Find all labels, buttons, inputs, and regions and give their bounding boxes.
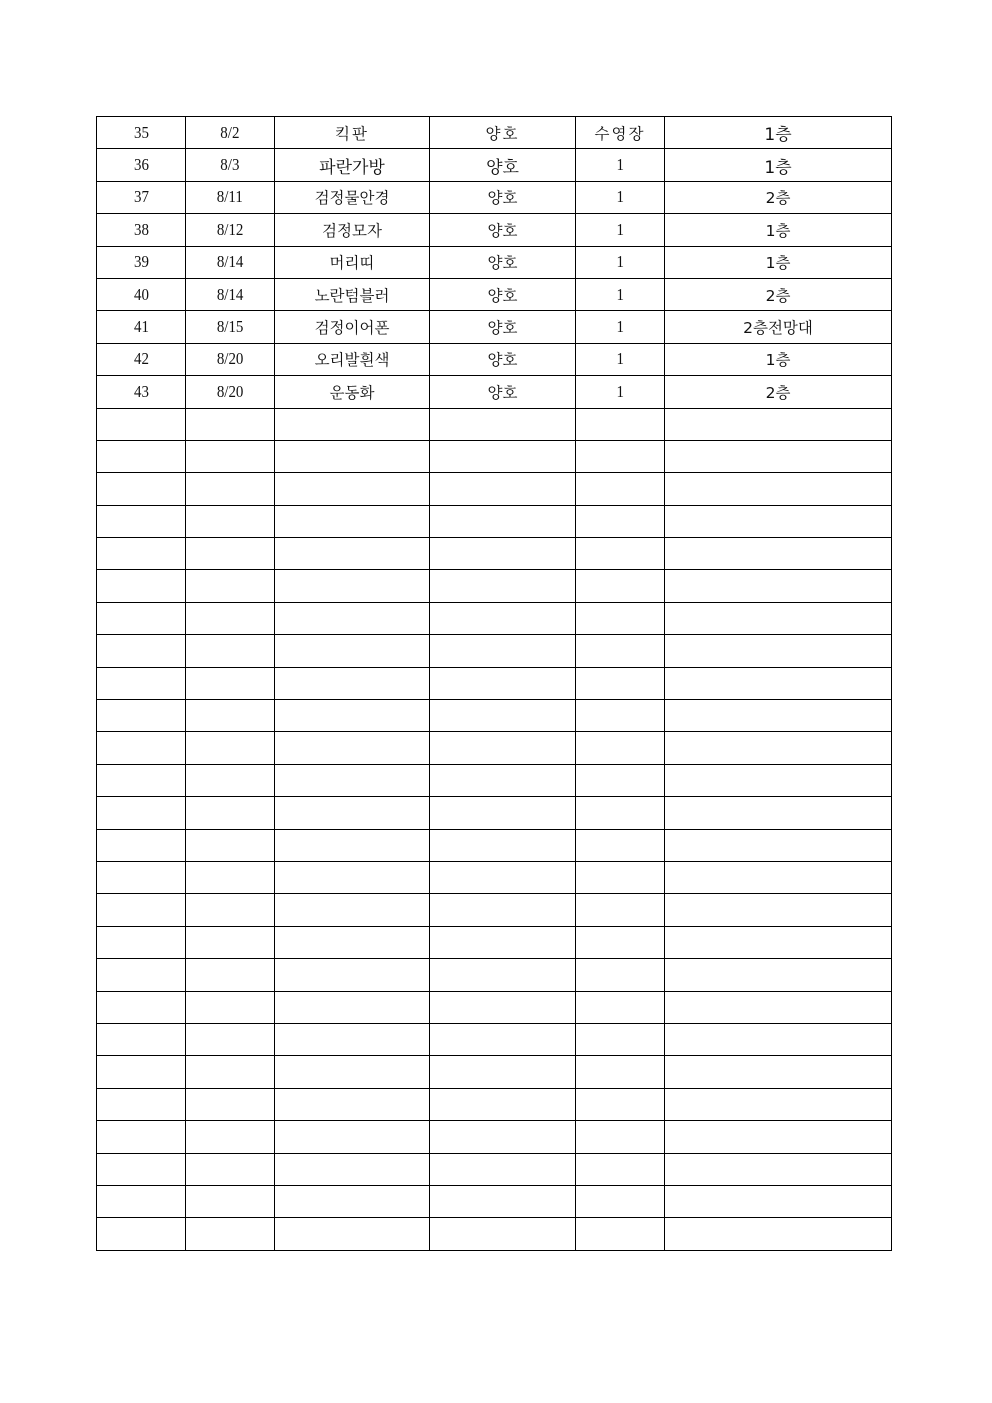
empty-cell	[97, 732, 186, 764]
empty-cell	[186, 1088, 275, 1120]
empty-cell	[576, 473, 665, 505]
cell-location: 1층	[665, 117, 892, 149]
empty-table-row	[97, 440, 892, 472]
empty-cell	[186, 861, 275, 893]
empty-cell	[186, 635, 275, 667]
cell-state: 양호	[430, 181, 576, 213]
cell-no: 36	[97, 149, 186, 181]
empty-cell	[275, 1088, 430, 1120]
empty-cell	[275, 926, 430, 958]
cell-state: 양호	[430, 278, 576, 310]
empty-cell	[97, 1023, 186, 1055]
empty-cell	[275, 1121, 430, 1153]
empty-cell	[97, 440, 186, 472]
empty-cell	[665, 959, 892, 991]
cell-place: 1	[576, 343, 665, 375]
empty-cell	[97, 1088, 186, 1120]
empty-cell	[186, 473, 275, 505]
empty-cell	[430, 861, 576, 893]
empty-cell	[665, 1056, 892, 1088]
empty-cell	[576, 667, 665, 699]
empty-table-row	[97, 1218, 892, 1251]
cell-location: 1층	[665, 246, 892, 278]
cell-item: 운동화	[275, 376, 430, 408]
empty-cell	[275, 1056, 430, 1088]
empty-cell	[576, 1023, 665, 1055]
empty-cell	[576, 732, 665, 764]
cell-no: 42	[97, 343, 186, 375]
empty-cell	[576, 861, 665, 893]
cell-place: 1	[576, 311, 665, 343]
cell-location: 2층	[665, 376, 892, 408]
empty-cell	[97, 635, 186, 667]
table-row	[97, 376, 892, 408]
empty-cell	[576, 991, 665, 1023]
table-row	[97, 149, 892, 181]
empty-cell	[97, 959, 186, 991]
empty-cell	[186, 570, 275, 602]
empty-cell	[275, 473, 430, 505]
cell-state: 양호	[430, 117, 576, 149]
empty-cell	[430, 991, 576, 1023]
empty-table-row	[97, 473, 892, 505]
empty-cell	[665, 764, 892, 796]
empty-cell	[430, 829, 576, 861]
cell-item: 검정물안경	[275, 181, 430, 213]
empty-cell	[576, 700, 665, 732]
empty-cell	[576, 505, 665, 537]
empty-cell	[97, 538, 186, 570]
cell-state: 양호	[430, 376, 576, 408]
cell-no: 43	[97, 376, 186, 408]
empty-table-row	[97, 602, 892, 634]
empty-cell	[430, 440, 576, 472]
empty-cell	[97, 1185, 186, 1217]
empty-table-row	[97, 1121, 892, 1153]
empty-cell	[430, 570, 576, 602]
cell-state: 양호	[430, 311, 576, 343]
empty-table-row	[97, 700, 892, 732]
empty-table-row	[97, 1185, 892, 1217]
cell-date: 8/2	[186, 117, 275, 149]
cell-location: 1층	[665, 214, 892, 246]
cell-place: 1	[576, 181, 665, 213]
empty-cell	[430, 1185, 576, 1217]
empty-cell	[665, 570, 892, 602]
empty-cell	[186, 538, 275, 570]
empty-cell	[97, 505, 186, 537]
cell-item: 킥판	[275, 117, 430, 149]
empty-cell	[576, 959, 665, 991]
empty-cell	[665, 991, 892, 1023]
empty-cell	[665, 797, 892, 829]
empty-table-row	[97, 1023, 892, 1055]
cell-state: 양호	[430, 149, 576, 181]
cell-no: 35	[97, 117, 186, 149]
empty-cell	[186, 991, 275, 1023]
cell-place: 1	[576, 149, 665, 181]
empty-cell	[576, 764, 665, 796]
empty-cell	[430, 505, 576, 537]
empty-cell	[275, 505, 430, 537]
empty-cell	[97, 667, 186, 699]
cell-place: 1	[576, 214, 665, 246]
empty-cell	[665, 473, 892, 505]
empty-cell	[430, 797, 576, 829]
empty-cell	[275, 861, 430, 893]
cell-date: 8/14	[186, 278, 275, 310]
cell-location: 1층	[665, 149, 892, 181]
empty-cell	[275, 700, 430, 732]
empty-cell	[186, 926, 275, 958]
empty-cell	[97, 829, 186, 861]
cell-item: 머리띠	[275, 246, 430, 278]
empty-cell	[186, 667, 275, 699]
empty-cell	[275, 829, 430, 861]
empty-cell	[186, 764, 275, 796]
empty-cell	[275, 1153, 430, 1185]
empty-table-row	[97, 635, 892, 667]
empty-cell	[275, 570, 430, 602]
empty-cell	[665, 829, 892, 861]
empty-cell	[97, 700, 186, 732]
table-row	[97, 246, 892, 278]
cell-no: 39	[97, 246, 186, 278]
empty-cell	[275, 732, 430, 764]
empty-cell	[186, 408, 275, 440]
cell-state: 양호	[430, 214, 576, 246]
empty-cell	[275, 440, 430, 472]
empty-cell	[576, 1088, 665, 1120]
empty-cell	[430, 926, 576, 958]
empty-cell	[275, 667, 430, 699]
cell-place: 1	[576, 376, 665, 408]
empty-cell	[665, 667, 892, 699]
empty-cell	[665, 926, 892, 958]
empty-cell	[275, 797, 430, 829]
empty-cell	[576, 635, 665, 667]
empty-cell	[665, 1121, 892, 1153]
cell-place: 1	[576, 278, 665, 310]
empty-cell	[665, 408, 892, 440]
empty-cell	[186, 1056, 275, 1088]
empty-cell	[430, 732, 576, 764]
empty-cell	[576, 1056, 665, 1088]
table-row	[97, 214, 892, 246]
empty-cell	[97, 894, 186, 926]
empty-cell	[665, 635, 892, 667]
cell-date: 8/20	[186, 343, 275, 375]
empty-cell	[97, 570, 186, 602]
empty-cell	[430, 700, 576, 732]
empty-cell	[186, 732, 275, 764]
empty-cell	[275, 1023, 430, 1055]
empty-table-row	[97, 959, 892, 991]
empty-table-row	[97, 1153, 892, 1185]
empty-cell	[186, 1023, 275, 1055]
empty-cell	[97, 861, 186, 893]
cell-item: 오리발흰색	[275, 343, 430, 375]
cell-date: 8/12	[186, 214, 275, 246]
empty-cell	[186, 797, 275, 829]
empty-cell	[97, 473, 186, 505]
empty-cell	[665, 440, 892, 472]
empty-cell	[576, 894, 665, 926]
empty-cell	[186, 700, 275, 732]
empty-cell	[186, 440, 275, 472]
empty-table-row	[97, 926, 892, 958]
empty-cell	[430, 602, 576, 634]
empty-cell	[97, 764, 186, 796]
empty-cell	[576, 1218, 665, 1251]
empty-cell	[186, 829, 275, 861]
empty-table-row	[97, 829, 892, 861]
empty-cell	[186, 1185, 275, 1217]
cell-location: 2층	[665, 278, 892, 310]
empty-cell	[275, 991, 430, 1023]
empty-cell	[665, 1023, 892, 1055]
empty-cell	[665, 894, 892, 926]
empty-cell	[430, 764, 576, 796]
empty-cell	[665, 861, 892, 893]
cell-date: 8/14	[186, 246, 275, 278]
empty-cell	[97, 1121, 186, 1153]
empty-cell	[275, 602, 430, 634]
empty-table-row	[97, 797, 892, 829]
empty-cell	[430, 1056, 576, 1088]
cell-item: 파란가방	[275, 149, 430, 181]
empty-cell	[186, 1218, 275, 1251]
empty-cell	[665, 700, 892, 732]
empty-cell	[275, 764, 430, 796]
empty-cell	[430, 1218, 576, 1251]
table-row	[97, 343, 892, 375]
empty-cell	[665, 1218, 892, 1251]
empty-cell	[665, 538, 892, 570]
empty-cell	[97, 1218, 186, 1251]
empty-cell	[576, 829, 665, 861]
empty-cell	[576, 1153, 665, 1185]
empty-cell	[430, 667, 576, 699]
cell-no: 40	[97, 278, 186, 310]
cell-no: 41	[97, 311, 186, 343]
empty-cell	[97, 1153, 186, 1185]
empty-cell	[97, 926, 186, 958]
empty-table-row	[97, 570, 892, 602]
cell-location: 2층	[665, 181, 892, 213]
empty-cell	[430, 1023, 576, 1055]
cell-state: 양호	[430, 343, 576, 375]
empty-cell	[430, 473, 576, 505]
empty-cell	[275, 959, 430, 991]
empty-table-row	[97, 505, 892, 537]
empty-cell	[576, 570, 665, 602]
empty-cell	[576, 797, 665, 829]
table-row	[97, 278, 892, 310]
cell-state: 양호	[430, 246, 576, 278]
cell-date: 8/3	[186, 149, 275, 181]
empty-table-row	[97, 732, 892, 764]
empty-cell	[97, 1056, 186, 1088]
empty-cell	[576, 1121, 665, 1153]
empty-cell	[97, 991, 186, 1023]
cell-place: 1	[576, 246, 665, 278]
empty-cell	[430, 1088, 576, 1120]
empty-cell	[576, 1185, 665, 1217]
empty-cell	[97, 602, 186, 634]
empty-table-row	[97, 991, 892, 1023]
empty-cell	[275, 1218, 430, 1251]
empty-cell	[576, 926, 665, 958]
empty-cell	[665, 602, 892, 634]
empty-cell	[97, 408, 186, 440]
empty-cell	[186, 959, 275, 991]
empty-cell	[665, 1088, 892, 1120]
empty-cell	[275, 408, 430, 440]
cell-location: 2층전망대	[665, 311, 892, 343]
cell-date: 8/11	[186, 181, 275, 213]
empty-table-row	[97, 538, 892, 570]
empty-table-row	[97, 667, 892, 699]
empty-cell	[576, 602, 665, 634]
empty-cell	[430, 894, 576, 926]
empty-cell	[576, 440, 665, 472]
empty-cell	[665, 732, 892, 764]
empty-cell	[275, 894, 430, 926]
cell-no: 38	[97, 214, 186, 246]
table-row	[97, 181, 892, 213]
empty-table-row	[97, 764, 892, 796]
empty-cell	[186, 602, 275, 634]
empty-table-row	[97, 1088, 892, 1120]
empty-cell	[576, 408, 665, 440]
cell-item: 검정모자	[275, 214, 430, 246]
empty-cell	[430, 1153, 576, 1185]
empty-cell	[275, 635, 430, 667]
cell-item: 노란텀블러	[275, 278, 430, 310]
empty-table-row	[97, 861, 892, 893]
cell-date: 8/15	[186, 311, 275, 343]
cell-date: 8/20	[186, 376, 275, 408]
empty-cell	[430, 635, 576, 667]
table-row	[97, 311, 892, 343]
empty-cell	[665, 1153, 892, 1185]
empty-cell	[275, 1185, 430, 1217]
cell-no: 37	[97, 181, 186, 213]
empty-cell	[186, 1153, 275, 1185]
empty-cell	[275, 538, 430, 570]
empty-cell	[186, 894, 275, 926]
empty-cell	[430, 408, 576, 440]
cell-location: 1층	[665, 343, 892, 375]
empty-cell	[430, 538, 576, 570]
empty-cell	[665, 1185, 892, 1217]
empty-cell	[430, 1121, 576, 1153]
table-body	[97, 117, 892, 1251]
empty-cell	[430, 959, 576, 991]
lost-items-table	[96, 116, 892, 1251]
empty-table-row	[97, 408, 892, 440]
cell-place: 수영장	[576, 117, 665, 149]
empty-cell	[576, 538, 665, 570]
cell-item: 검정이어폰	[275, 311, 430, 343]
empty-cell	[186, 505, 275, 537]
empty-table-row	[97, 1056, 892, 1088]
empty-cell	[186, 1121, 275, 1153]
table-row	[97, 117, 892, 149]
empty-table-row	[97, 894, 892, 926]
empty-cell	[665, 505, 892, 537]
empty-cell	[97, 797, 186, 829]
